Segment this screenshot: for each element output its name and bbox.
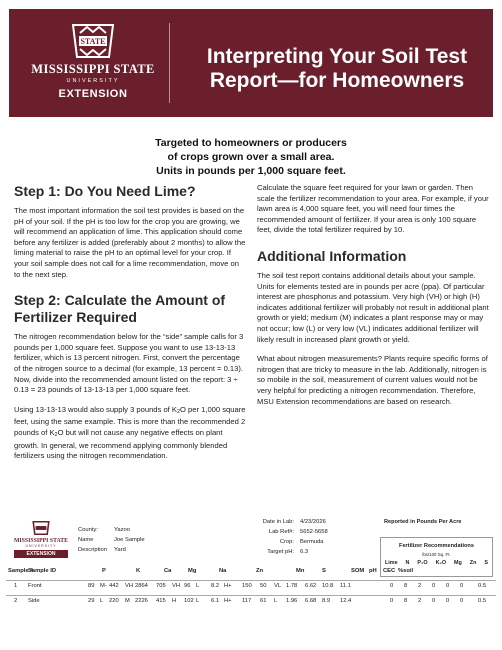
column-header: Mg [188,568,197,574]
table-cell: 8 [404,598,408,604]
column-header: K [136,568,141,574]
fertilizer-headers [381,560,492,566]
column-header: S [322,568,326,574]
date-label: Date in Lab: [262,519,294,525]
table-cell: 0 [460,583,464,589]
reported-units-label: Reported in Pounds Per Acre [384,519,462,525]
table-rule [6,595,496,596]
column-header: Na [219,568,227,574]
additional-heading: Additional Information [257,247,407,264]
table-cell: 89 [88,583,95,589]
table-cell: 1.78 [286,583,298,589]
labref-label: Lab Ref#: [268,529,294,535]
description-value: Yard [114,547,126,553]
table-cell: 12.4 [340,598,352,604]
left-column [14,183,246,471]
crop-value: Bermuda [300,539,324,545]
table-cell: 2226 [135,598,148,604]
table-cell: 102 [184,598,194,604]
fert-header: N [405,560,410,566]
step1-heading: Step 1: Do You Need Lime? [14,183,196,199]
date-value: 4/23/2026 [300,519,326,525]
table-cell: 29 [88,598,95,604]
table-rule [6,580,496,581]
column-header: %soil [398,568,414,574]
table-cell: 10.8 [322,583,334,589]
logo-name: MISSISSIPPI STATE [31,62,155,76]
table-cell: 2 [418,598,422,604]
fert-header: Lime [384,560,398,566]
subscript-2: 2 [176,408,181,415]
msu-extension-logo [23,23,163,107]
fert-header: K₂O [435,560,447,566]
table-cell: 1 [14,583,18,589]
table-cell: 150 [242,583,252,589]
table-cell: 220 [109,598,119,604]
table-cell: Front [28,583,42,589]
subtitle-line-1: Targeted to homeowners or producers [155,137,347,149]
subtitle [100,136,402,178]
table-cell: L [196,583,200,589]
fert-header: S [484,560,488,566]
sample-soil-report [6,515,496,643]
table-row [6,583,496,595]
table-cell: 6.1 [211,598,220,604]
step2-paragraph-2 [14,405,246,462]
table-cell: 2 [418,583,422,589]
step2-paragraph-1: The nitrogen recommendation below for the “side” sample calls for 3 pounds per 1,000 square feet. Suppose you want to use 13-13-13 fertilizer, which is 13 percent nitrogen. First, convert the percentage of the nitrogen source to a decimal (for example, 13 percent = 0.13). Now, divide into the recommended amount listed on the report: 3 ÷ 0.13 = 23 pounds of 13-13-13 per 1,000 square feet. [14,332,244,395]
table-cell: M [125,598,130,604]
table-cell: 0.5 [478,583,487,589]
county-label: County: [78,527,98,533]
table-cell: 1.96 [286,598,298,604]
fertilizer-title: Fertilizer Recommendations [399,543,474,549]
report-lab-info [252,517,328,557]
report-logo [10,521,72,558]
table-cell: L [196,598,200,604]
table-cell: 0 [446,583,450,589]
name-value: Joe Sample [114,537,145,543]
table-row [6,598,496,610]
table-cell: 6.62 [305,583,317,589]
table-cell: H+ [224,598,232,604]
target-ph-value: 6.3 [300,549,309,555]
table-cell: M- [100,583,107,589]
table-cell: 8.2 [211,583,220,589]
table-cell: Side [28,598,40,604]
title-line-1: Interpreting Your Soil Test [206,45,468,68]
table-cell: 2864 [135,583,148,589]
fert-header: Mg [454,560,462,566]
subscript-2: 2 [54,431,58,438]
column-header: P [102,568,106,574]
step1-body: The most important information the soil test provides is based on the pH of your soil. If the pH is too low for the crop you are growing, we will recommend an application of lime. This application should come before any fertilizer is added (preferably about 2 months) to allow the liming material to raise the pH to an optimal level for your crop. If your soil sample does not call for a lime recommendation, move on to the next step. [14,206,246,279]
results-table [6,568,496,610]
labref-value: 5652-5658 [300,529,328,535]
fert-header: Zn [469,560,477,566]
table-cell: 0 [460,598,464,604]
subtitle-line-3: Units in pounds per 1,000 square feet. [156,165,346,177]
column-header: pH [369,568,377,574]
header-banner [9,9,493,117]
report-logo-name: MISSISSIPPI STATE [13,538,69,544]
additional-paragraph-1: The soil test report contains additional details about your sample. Units for elements tested are in pounds per acre (ppa). Of particular interest are phosphorus and potassium. Very high (VH) or high (H) indicates additional fertilizer will probably not result in additional plant growth or yield; medium (M) indicates a plant response may or may not occur; low (L) or very low (VL) indicates additional fertilizer will likely result in increased plant growth or yield. [257,270,489,344]
crop-label: Crop: [279,539,294,545]
table-cell: 0 [432,598,436,604]
table-cell: VH [172,583,181,589]
step2-text-a: Using 13-13-13 would also supply 3 pounds of K [14,404,177,414]
svg-text:STATE: STATE [80,37,106,46]
column-header: SOM [351,568,365,574]
table-cell: 0 [390,598,394,604]
column-header: Ca [164,568,172,574]
msu-shield-icon [65,23,121,59]
table-cell: 2 [14,598,18,604]
logo-extension: EXTENSION [58,88,128,100]
table-cell: 50 [260,583,267,589]
table-cell: 0 [446,598,450,604]
table-cell: 117 [242,598,252,604]
target-ph-label: Target pH: [267,549,294,555]
report-logo-extension: EXTENSION [14,550,68,558]
report-client-info [78,525,145,555]
additional-paragraph-2: What about nitrogen measurements? Plants require specific forms of nitrogen that are tricky to measure in the lab. Additionally, nitrogen is so mobile in the soil, measurement of current values would not be very helpful for predicting a nitrogen recommendation. Therefore, MSU Extension recommendations are based on research. [257,354,488,406]
table-cell: 6.68 [305,598,317,604]
table-cell: L [274,598,278,604]
table-cell: 96 [184,583,191,589]
step2-text-b: O per 1,000 square feet, using the same example. This is more than the recommended 2 pounds of K [14,404,246,437]
table-cell: 11.1 [340,583,351,589]
table-cell: 442 [109,583,119,589]
subtitle-line-2: of crops grown over a small area. [167,151,335,163]
table-cell: VH [125,583,134,589]
fertilizer-units: lbs/100 Sq. Ft. [422,552,451,557]
banner-divider [169,23,170,103]
page-title [187,45,487,93]
table-cell: 8 [404,583,408,589]
table-cell: H [172,598,177,604]
column-header: Sample # [8,568,34,574]
column-header: CEC [383,568,396,574]
table-cell: L [100,598,104,604]
fert-header: P₂O [417,560,428,566]
scaling-paragraph: Calculate the square feet required for your lawn or garden. Then scale the fertilizer recommendation to your area. For example, if your lawn area is 4,000 square feet, you will need four times the recommended amount of fertilizer. If your area is only 100 square feet, divide the total fertilizer required by 10. [257,183,489,235]
step2-heading: Step 2: Calculate the Amount of Fertilizer Required [14,292,226,326]
table-cell: 0.5 [478,598,487,604]
column-header: Mn [296,568,305,574]
table-cell: 0 [390,583,394,589]
county-value: Yazoo [114,527,131,533]
table-header-row [6,568,496,580]
logo-university: UNIVERSITY [66,78,120,84]
column-header: Sample ID [28,568,57,574]
table-cell: 8.9 [322,598,331,604]
step2-text-c: O but will not cause any negative effects on plant growth. In general, we recommend applying commonly blended fertilizers using the nitrogen recommendation. [14,427,228,461]
right-column [257,183,491,416]
title-line-2: Report—for Homeowners [209,69,465,92]
table-cell: VL [274,583,282,589]
report-logo-university: UNIVERSITY [25,544,57,548]
table-cell: 0 [432,583,436,589]
table-cell: H+ [224,583,232,589]
description-label: Description [78,547,107,553]
msu-shield-icon [30,521,52,535]
table-cell: 705 [156,583,166,589]
table-cell: 415 [156,598,166,604]
name-label: Name [78,537,94,543]
column-header: Zn [256,568,264,574]
table-cell: 61 [260,598,267,604]
